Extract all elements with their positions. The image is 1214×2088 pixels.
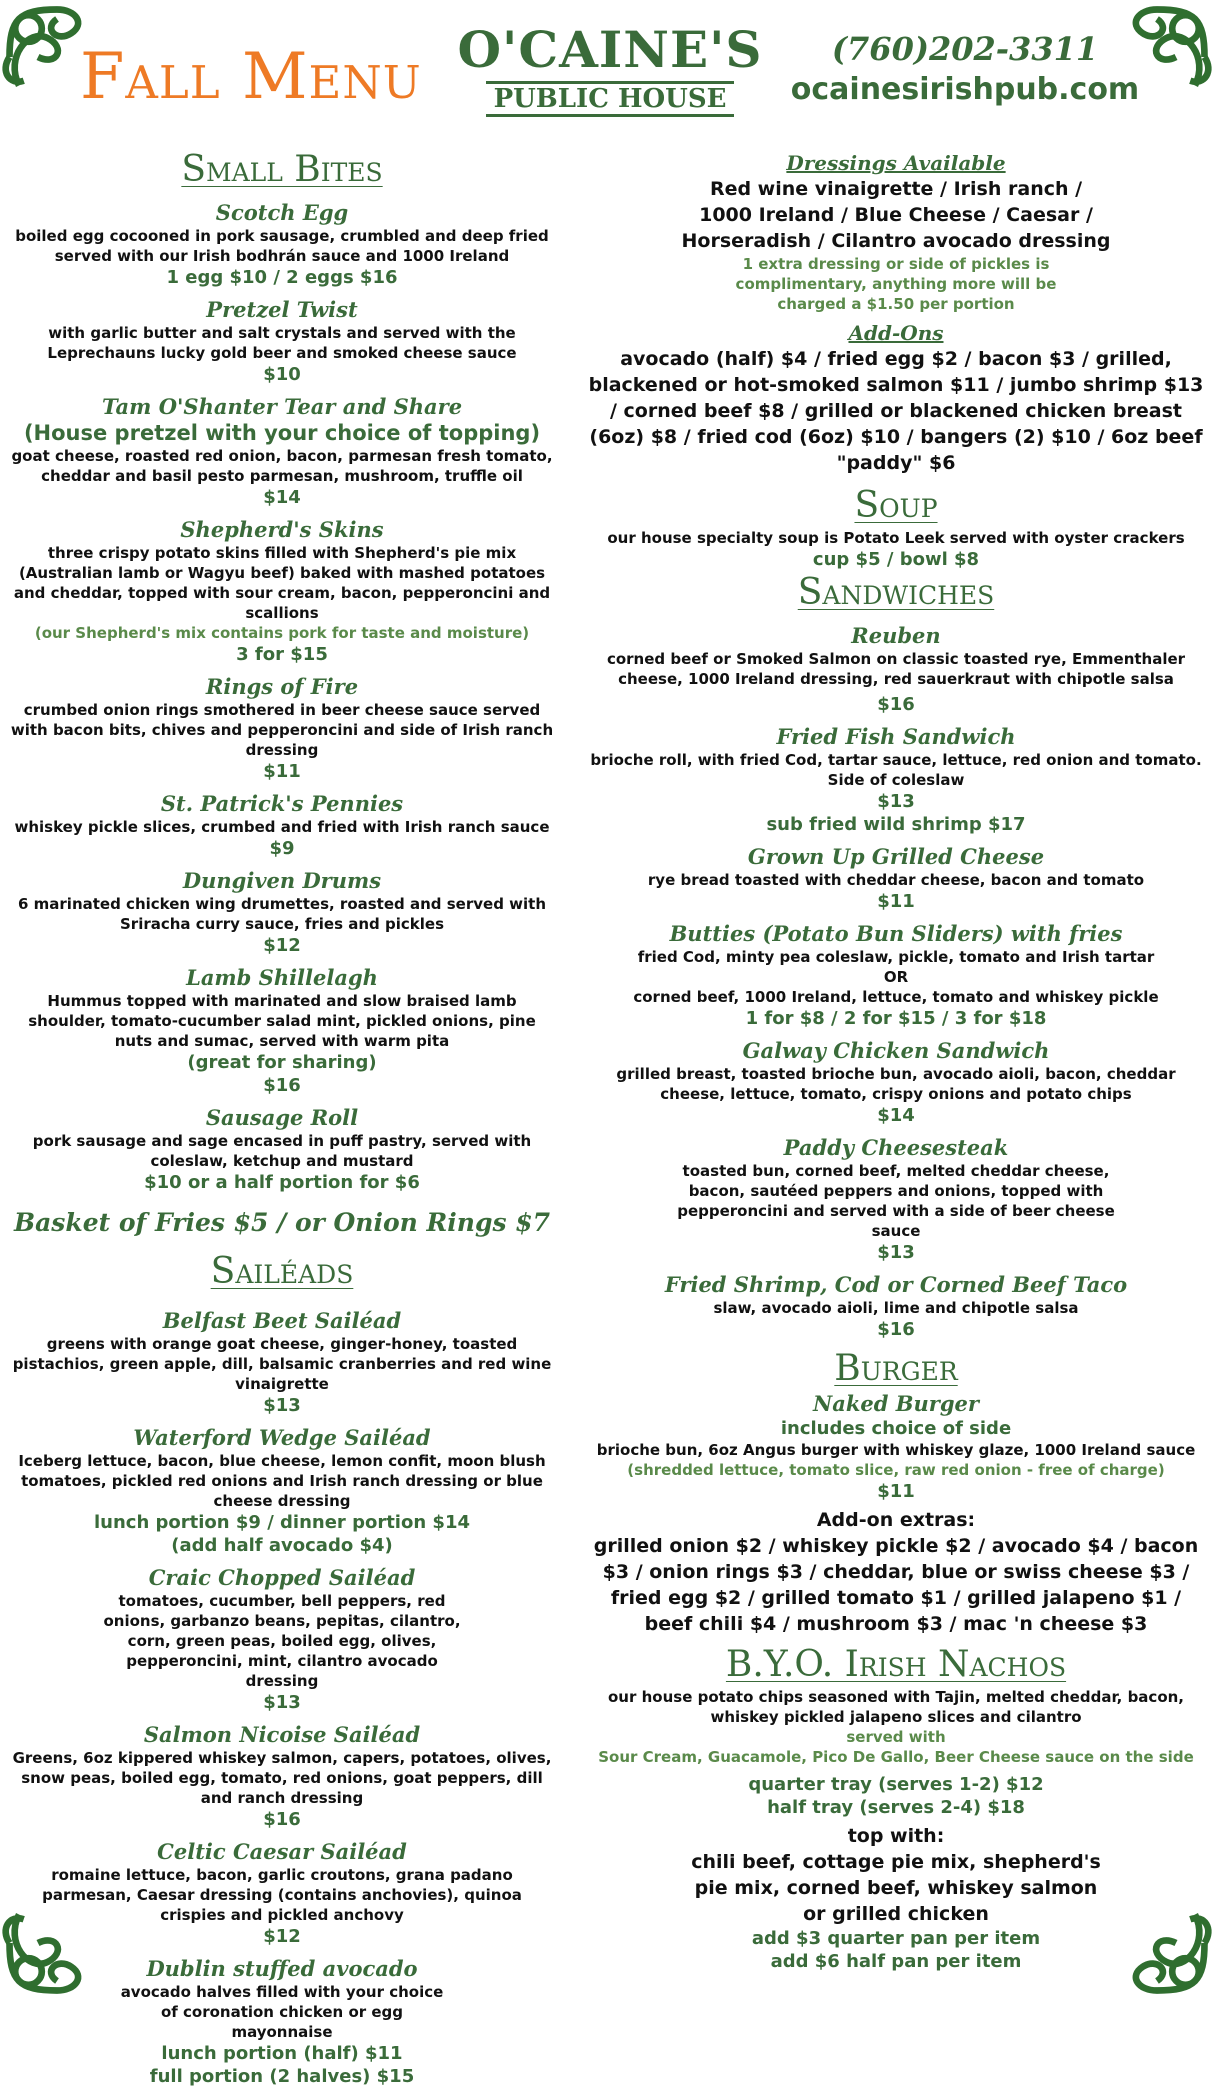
addons-list: avocado (half) $4 / fried egg $2 / bacon $3 / grilled, blackened or hot-smoked salmon $11 / jumbo shrimp $13 / corned beef $8 / grilled or blackened chicken breast (6oz) $8 / fried cod (6oz) $10 / bangers (2) $10 / 6oz beef "paddy" $6	[588, 348, 1204, 474]
section-heading-small-bites: Small Bites	[181, 149, 383, 190]
item-price: $9	[269, 838, 295, 859]
item-price: $16	[877, 1319, 915, 1340]
menu-item	[8, 674, 556, 783]
section-heading-nachos: B.Y.O. Irish Nachos	[725, 1644, 1067, 1685]
item-price-extra: (add half avocado $4)	[171, 1535, 393, 1556]
menu-item	[8, 517, 556, 666]
menu-item	[8, 1839, 556, 1948]
item-description: Hummus topped with marinated and slow braised lamb shoulder, tomato-cucumber salad mint, pickled onions, pine nuts and sumac, served with warm pita	[28, 992, 536, 1050]
brand-name: O'CAINE'S	[457, 20, 763, 79]
nachos-price-quarter: quarter tray (serves 1-2) $12	[748, 1774, 1044, 1795]
menu-item	[8, 1425, 556, 1557]
item-name: Scotch Egg	[215, 200, 349, 225]
burger-extras-list: grilled onion $2 / whiskey pickle $2 / avocado $4 / bacon $3 / onion rings $3 / cheddar, blue or swiss cheese $3 / fried egg $2 / grilled tomato $1 / grilled jalapeno $1 / beef chili $4 / mushroom $3 / mac 'n cheese $3	[593, 1535, 1199, 1635]
item-name: Dublin stuffed avocado	[146, 1956, 418, 1981]
nachos-sides: Sour Cream, Guacamole, Pico De Gallo, Beer Cheese sauce on the side	[598, 1748, 1194, 1766]
item-price: lunch portion (half) $11	[161, 2043, 403, 2064]
item-name: Fried Shrimp, Cod or Corned Beef Taco	[664, 1272, 1128, 1297]
menu-item	[586, 1272, 1206, 1341]
website-link[interactable]: ocainesirishpub.com	[790, 72, 1140, 107]
item-price-extra: sub fried wild shrimp $17	[766, 814, 1026, 835]
phone-number[interactable]: (760)202-3311	[831, 30, 1099, 68]
section-heading-saileads: Sailéads	[210, 1251, 354, 1292]
right-column	[586, 150, 1206, 1973]
dressings-note: 1 extra dressing or side of pickles is complimentary, anything more will be charged a $1.50 per portion	[735, 255, 1057, 313]
item-note: (our Shepherd's mix contains pork for taste and moisture)	[34, 624, 530, 642]
menu-item	[586, 623, 1206, 716]
item-price: $11	[263, 761, 301, 782]
item-description: Greens, 6oz kippered whiskey salmon, capers, potatoes, olives, snow peas, boiled egg, tomato, red onions, goat peppers, dill and ranch dressing	[12, 1749, 552, 1807]
item-price: $13	[263, 1395, 301, 1416]
item-name: Craic Chopped Sailéad	[148, 1565, 416, 1590]
item-description: greens with orange goat cheese, ginger-honey, toasted pistachios, green apple, dill, balsamic cranberries and red wine vinaigrette	[12, 1335, 552, 1393]
item-name: Waterford Wedge Sailéad	[133, 1425, 431, 1450]
nachos-top-list: chili beef, cottage pie mix, shepherd's pie mix, corned beef, whiskey salmon or grilled chicken	[691, 1851, 1101, 1925]
menu-item	[586, 724, 1206, 836]
item-description: rye bread toasted with cheddar cheese, bacon and tomato	[647, 871, 1145, 889]
nachos-add-half: add $6 half pan per item	[770, 1951, 1022, 1972]
section-heading-soup: Soup	[854, 485, 938, 526]
menu-item	[8, 1105, 556, 1194]
addons-heading: Add-Ons	[848, 321, 944, 345]
contact-info	[780, 30, 1150, 107]
item-subtitle: (House pretzel with your choice of topping)	[23, 421, 541, 445]
item-name: St. Patrick's Pennies	[160, 791, 404, 816]
menu-item	[8, 1308, 556, 1417]
item-name: Galway Chicken Sandwich	[742, 1038, 1050, 1063]
item-price: $13	[877, 791, 915, 812]
item-description-alt: corned beef, 1000 Ireland, lettuce, tomato and whiskey pickle	[633, 988, 1159, 1006]
item-description: whiskey pickle slices, crumbed and fried with Irish ranch sauce	[14, 818, 550, 836]
item-name: Celtic Caesar Sailéad	[157, 1839, 407, 1864]
menu-item	[8, 394, 556, 509]
menu-item	[8, 200, 556, 289]
item-price: 3 for $15	[236, 644, 328, 665]
nachos-top-heading: top with:	[847, 1825, 945, 1847]
item-name: Dungiven Drums	[182, 868, 382, 893]
item-description: pork sausage and sage encased in puff pastry, served with coleslaw, ketchup and mustard	[32, 1132, 532, 1170]
item-description: tomatoes, cucumber, bell peppers, red onions, garbanzo beans, pepitas, cilantro, corn, green peas, boiled egg, olives, pepperoncini, mint, cilantro avocado dressing	[103, 1592, 461, 1690]
item-name: Lamb Shillelagh	[186, 965, 378, 990]
item-price-extra: full portion (2 halves) $15	[149, 2066, 415, 2087]
item-or: OR	[883, 968, 909, 986]
item-price: 1 for $8 / 2 for $15 / 3 for $18	[745, 1008, 1047, 1029]
menu-item	[8, 1956, 556, 2088]
item-price: $12	[263, 1926, 301, 1947]
item-price: $13	[263, 1692, 301, 1713]
item-price: $16	[877, 694, 915, 715]
item-description: brioche roll, with fried Cod, tartar sauce, lettuce, red onion and tomato. Side of coleslaw	[590, 751, 1202, 789]
item-name: Fried Fish Sandwich	[776, 724, 1016, 749]
soup-description: our house specialty soup is Potato Leek served with oyster crackers	[607, 529, 1185, 547]
item-name: Shepherd's Skins	[180, 517, 384, 542]
item-name: Salmon Nicoise Sailéad	[143, 1722, 421, 1747]
fries-offer: Basket of Fries $5 / or Onion Rings $7	[13, 1208, 551, 1237]
menu-item	[586, 844, 1206, 913]
menu-item	[8, 1722, 556, 1831]
item-name: Sausage Roll	[205, 1105, 359, 1130]
item-name: Butties (Potato Bun Sliders) with fries	[669, 921, 1123, 946]
menu-item	[8, 965, 556, 1097]
item-name: Reuben	[851, 623, 941, 648]
dressings-heading: Dressings Available	[786, 151, 1006, 175]
burger-name: Naked Burger	[813, 1391, 979, 1416]
menu-title: Fall Menu	[80, 40, 422, 114]
item-price: 1 egg $10 / 2 eggs $16	[166, 267, 398, 288]
item-price: $10 or a half portion for $6	[144, 1172, 420, 1193]
menu-item	[8, 868, 556, 957]
burger-extras-heading: Add-on extras:	[816, 1509, 976, 1531]
menu-item	[586, 1135, 1206, 1264]
item-price: lunch portion $9 / dinner portion $14	[93, 1512, 470, 1533]
item-description: fried Cod, minty pea coleslaw, pickle, tomato and Irish tartar	[637, 948, 1155, 966]
item-description: Iceberg lettuce, bacon, blue cheese, lemon confit, moon blush tomatoes, pickled red onions and Irish ranch dressing or blue cheese dressing	[18, 1452, 546, 1510]
burger-subtitle: includes choice of side	[780, 1418, 1012, 1439]
item-price: $16	[263, 1809, 301, 1830]
item-price: $11	[877, 891, 915, 912]
item-description: avocado halves filled with your choice of coronation chicken or egg mayonnaise	[120, 1983, 444, 2041]
item-subtitle: (great for sharing)	[187, 1052, 377, 1073]
burger-price: $11	[877, 1481, 915, 1502]
item-name: Belfast Beet Sailéad	[162, 1308, 402, 1333]
item-description: crumbed onion rings smothered in beer cheese sauce served with bacon bits, chives and pepperoncini and side of Irish ranch dressing	[10, 701, 554, 759]
item-price: $13	[877, 1242, 915, 1263]
item-price: $14	[877, 1105, 915, 1126]
left-column	[8, 148, 556, 2088]
menu-item	[8, 1565, 556, 1714]
item-description: corned beef or Smoked Salmon on classic toasted rye, Emmenthaler cheese, 1000 Ireland dressing, red sauerkraut with chipotle salsa	[606, 650, 1186, 688]
menu-item	[8, 297, 556, 386]
burger-note: (shredded lettuce, tomato slice, raw red onion - free of charge)	[627, 1461, 1165, 1479]
item-description: goat cheese, roasted red onion, bacon, parmesan fresh tomato, cheddar and basil pesto parmesan, mushroom, truffle oil	[11, 447, 553, 485]
burger-description: brioche bun, 6oz Angus burger with whiskey glaze, 1000 Ireland sauce	[596, 1441, 1196, 1459]
item-name: Tam O'Shanter Tear and Share	[101, 394, 463, 419]
section-heading-sandwiches: Sandwiches	[797, 572, 995, 613]
item-description: boiled egg cocooned in pork sausage, crumbled and deep fried served with our Irish bodhrán sauce and 1000 Ireland	[15, 227, 549, 265]
item-name: Rings of Fire	[205, 674, 359, 699]
nachos-add-quarter: add $3 quarter pan per item	[751, 1928, 1041, 1949]
nachos-price-half: half tray (serves 2-4) $18	[767, 1797, 1025, 1818]
menu-item	[8, 791, 556, 860]
soup-price: cup $5 / bowl $8	[812, 549, 980, 570]
item-price: $16	[263, 1075, 301, 1096]
item-description: romaine lettuce, bacon, garlic croutons, grana padano parmesan, Caesar dressing (contains anchovies), quinoa crispies and pickled anchovy	[42, 1866, 522, 1924]
menu-item	[586, 921, 1206, 1030]
nachos-description: our house potato chips seasoned with Tajin, melted cheddar, bacon, whiskey pickled jalapeno slices and cilantro	[608, 1688, 1184, 1726]
item-price: $14	[263, 487, 301, 508]
item-price: $12	[263, 935, 301, 956]
dressings-list: Red wine vinaigrette / Irish ranch / 1000 Ireland / Blue Cheese / Caesar / Horseradish / Cilantro avocado dressing	[681, 178, 1111, 252]
item-name: Grown Up Grilled Cheese	[747, 844, 1045, 869]
brand-logo	[455, 20, 765, 117]
item-description: toasted bun, corned beef, melted cheddar cheese, bacon, sautéed peppers and onions, topped with pepperoncini and served with a side of beer cheese sauce	[677, 1162, 1115, 1240]
item-description: grilled breast, toasted brioche bun, avocado aioli, bacon, cheddar cheese, lettuce, tomato, crispy onions and potato chips	[616, 1065, 1176, 1103]
item-price: $10	[263, 364, 301, 385]
item-description: slaw, avocado aioli, lime and chipotle salsa	[713, 1299, 1079, 1317]
section-heading-burger: Burger	[834, 1348, 958, 1389]
item-name: Paddy Cheesesteak	[783, 1135, 1009, 1160]
item-name: Pretzel Twist	[206, 297, 358, 322]
menu-item	[586, 1038, 1206, 1127]
item-description: three crispy potato skins filled with Shepherd's pie mix (Australian lamb or Wagyu beef) baked with mashed potatoes and cheddar, topped with sour cream, bacon, pepperoncini and scallions	[13, 544, 551, 622]
item-description: 6 marinated chicken wing drumettes, roasted and served with Sriracha curry sauce, fries and pickles	[18, 895, 546, 933]
item-description: with garlic butter and salt crystals and served with the Leprechauns lucky gold beer and smoked cheese sauce	[47, 324, 517, 362]
brand-subtitle: PUBLIC HOUSE	[486, 81, 735, 117]
nachos-served: served with	[846, 1728, 946, 1746]
